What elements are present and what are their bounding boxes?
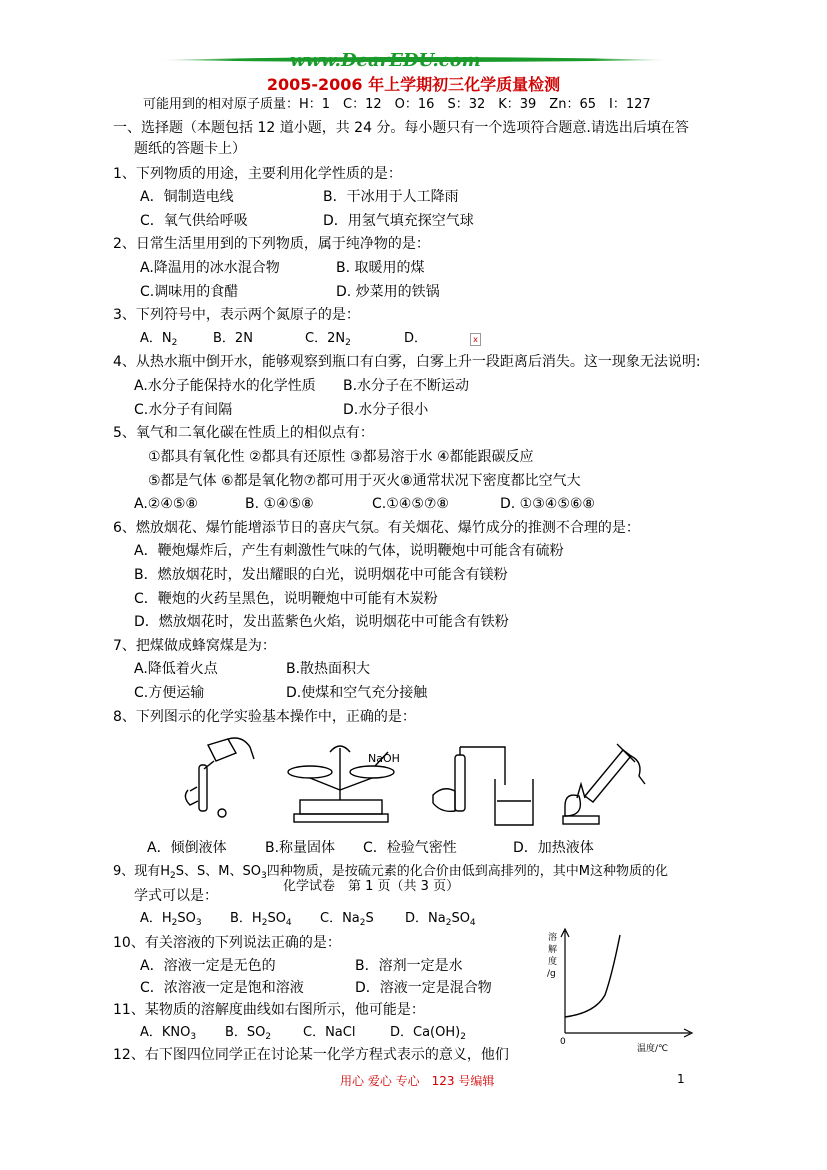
- q5-stem: 5、氧气和二氧化碳在性质上的相似点有：: [113, 425, 374, 441]
- q12-stem: 12、右下图四位同学正在讨论某一化学方程式表示的意义，他们: [113, 1047, 509, 1063]
- solubility-curve-graph: [540, 925, 700, 1055]
- q1-stem: 1、下列物质的用途，主要利用化学性质的是：: [113, 166, 402, 182]
- q4-option-c: C.水分子有间隔: [134, 402, 233, 418]
- y-axis-label-4: /g: [547, 969, 556, 979]
- y-axis-label-3: 度: [548, 957, 558, 967]
- q5-list-1: ①都具有氧化性 ②都具有还原性 ③都易溶于水 ④都能跟碳反应: [148, 449, 534, 465]
- q7-option-a: A.降低着火点: [134, 661, 218, 677]
- q1-option-b: B．干冰用于人工降雨: [323, 189, 459, 205]
- q7-stem: 7、把煤做成蜂窝煤是为：: [113, 638, 276, 654]
- heat-liquid-figure: [555, 736, 660, 836]
- q4-option-d: D.水分子很小: [343, 402, 429, 418]
- q5-option-d: D. ①③④⑤⑥⑧: [500, 496, 595, 512]
- q6-option-d: D．燃放烟花时，发出蓝紫色火焰，说明烟花中可能含有铁粉: [134, 614, 509, 630]
- q9-stem-cont: 学式可以是：: [134, 888, 218, 904]
- q3-option-c: C．$2N_2$: [305, 331, 351, 348]
- q5-option-c: C.①④⑤⑦⑧: [372, 496, 449, 512]
- page-number: 1: [677, 1072, 685, 1086]
- section-heading-cont: 题纸的答题卡上）: [134, 141, 246, 157]
- naoh-label: NaOH: [368, 752, 400, 765]
- q10-stem: 10、有关溶液的下列说法正确的是：: [113, 935, 341, 951]
- q6-stem: 6、燃放烟花、爆竹能增添节日的喜庆气氛。有关烟花、爆竹成分的推测不合理的是：: [113, 520, 640, 536]
- q6-option-c: C．鞭炮的火药呈黑色，说明鞭炮中可能有木炭粉: [134, 591, 438, 607]
- q9-stem: 9、现有$H_2S$、S、M、$SO_3$四种物质，是按硫元素的化合价由低到高排列的，其中M这种物质的化: [113, 864, 668, 881]
- q1-option-c: C．氧气供给呼吸: [140, 213, 248, 229]
- pour-liquid-figure: [170, 735, 260, 835]
- page-title: 2005-2006 年上学期初三化学质量检测: [266, 75, 561, 94]
- q3-option-d: D．: [404, 331, 428, 346]
- q3-option-b: B．2N: [213, 331, 253, 346]
- atomic-masses: 可能用到的相对原子质量：H：1 C：12 O：16 S：32 K：39 Zn：65 I：127: [143, 97, 651, 112]
- q8-option-c: C．检验气密性: [363, 840, 457, 856]
- x-axis-label: 温度/℃: [637, 1044, 669, 1054]
- q10-option-d: D．溶液一定是混合物: [355, 980, 492, 996]
- q1-option-a: A．铜制造电线: [140, 189, 234, 205]
- q5-list-2: ⑤都是气体 ⑥都是氧化物⑦都可用于灭火⑧通常状况下密度都比空气大: [148, 473, 581, 489]
- q10-option-a: A．溶液一定是无色的: [140, 958, 276, 974]
- q10-option-c: C．浓溶液一定是饱和溶液: [140, 980, 304, 996]
- site-logo: www.DearEDU.com: [290, 50, 481, 71]
- q11-option-b: B．$SO_2$: [225, 1025, 272, 1042]
- footer-text: 用心 爱心 专心 123 号编辑: [340, 1074, 495, 1088]
- solubility-curve: [565, 935, 620, 1017]
- q9-option-c: C．$Na_2S$: [320, 911, 374, 928]
- q2-option-c: C.调味用的食醋: [140, 284, 239, 300]
- q8-stem: 8、下列图示的化学实验基本操作中，正确的是：: [113, 709, 416, 725]
- q11-option-d: D．$Ca(OH)_2$: [390, 1025, 466, 1042]
- airtightness-figure: [425, 745, 545, 835]
- q6-option-b: B．燃放烟花时，发出耀眼的白光，说明烟花中可能含有镁粉: [134, 567, 508, 583]
- q7-option-c: C.方便运输: [134, 685, 205, 701]
- q2-option-b: B. 取暖用的煤: [336, 260, 425, 276]
- q5-option-b: B. ①④⑤⑧: [245, 496, 314, 512]
- q2-stem: 2、日常生活里用到的下列物质，属于纯净物的是：: [113, 236, 430, 252]
- q7-option-b: B.散热面积大: [286, 661, 371, 677]
- y-axis-label-2: 解: [548, 945, 558, 955]
- section-heading: 一、选择题（本题包括 12 道小题，共 24 分。每小题只有一个选项符合题意.请选出后填在答: [113, 120, 689, 136]
- q11-stem: 11、某物质的溶解度曲线如右图所示，他可能是：: [113, 1002, 425, 1018]
- q11-option-c: C．NaCl: [303, 1025, 356, 1040]
- q3-option-a: A．$N_2$: [140, 331, 178, 348]
- q11-option-a: A．$KNO_3$: [140, 1025, 197, 1042]
- q1-option-d: D．用氢气填充探空气球: [323, 213, 474, 229]
- q3-stem: 3、下列符号中，表示两个氮原子的是：: [113, 307, 360, 323]
- broken-image-icon: x: [470, 333, 481, 346]
- q9-option-b: B．$H_2SO_4$: [230, 911, 292, 928]
- y-axis-label-1: 溶: [548, 933, 558, 943]
- q9-option-d: D．$Na_2SO_4$: [405, 911, 476, 928]
- q10-option-b: B．溶剂一定是水: [355, 958, 463, 974]
- q4-option-a: A.水分子能保持水的化学性质: [134, 378, 316, 394]
- q8-option-a: A．倾倒液体: [147, 840, 227, 856]
- q7-option-d: D.使煤和空气充分接触: [286, 685, 428, 701]
- graph-origin-label: 0: [560, 1037, 566, 1047]
- q2-option-a: A.降温用的冰水混合物: [140, 260, 280, 276]
- q4-stem: 4、从热水瓶中倒开水，能够观察到瓶口有白雾，白雾上升一段距离后消失。这一现象无法说明:: [113, 354, 701, 370]
- q6-option-a: A．鞭炮爆炸后，产生有刺激性气味的气体，说明鞭炮中可能含有硫粉: [134, 543, 564, 559]
- q9-option-a: A．$H_2SO_3$: [140, 911, 202, 928]
- q2-option-d: D. 炒菜用的铁锅: [336, 284, 440, 300]
- page-footer-overlap: 化学试卷 第 1 页（共 3 页）: [283, 879, 460, 894]
- q8-option-d: D．加热液体: [513, 840, 594, 856]
- q8-option-b: B.称量固体: [265, 840, 336, 856]
- q4-option-b: B.水分子在不断运动: [343, 378, 470, 394]
- q5-option-a: A.②④⑤⑧: [134, 496, 198, 512]
